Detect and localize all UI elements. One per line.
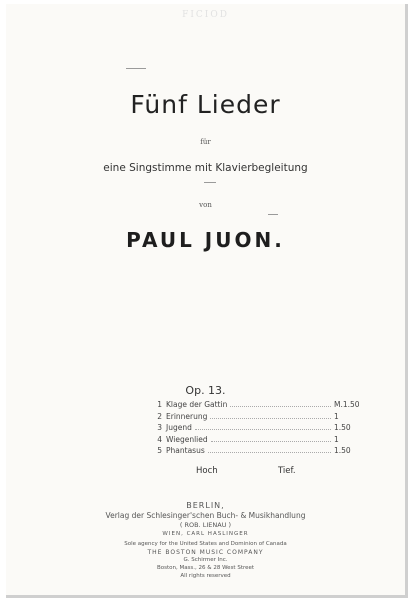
- leader-dots: [210, 418, 331, 419]
- song-price: 1: [334, 411, 339, 421]
- stray-mark: [126, 68, 146, 69]
- leader-dots: [208, 452, 331, 453]
- song-number: 1: [157, 400, 162, 409]
- rights-notice: All rights reserved: [180, 573, 231, 579]
- stray-mark: [268, 214, 278, 215]
- song-number: 5: [157, 446, 162, 456]
- ornament-rule: [204, 182, 216, 183]
- song-number: 4: [157, 434, 162, 444]
- song-title: Erinnerung: [166, 411, 208, 421]
- agency-note: Sole agency for the United States and Dominion of Canada: [124, 541, 287, 547]
- for-label: für: [200, 138, 211, 146]
- publisher-vienna: WIEN, CARL HASLINGER: [162, 531, 249, 537]
- agency-company: THE BOSTON MUSIC COMPANY: [147, 549, 264, 556]
- agency-address-1: G. Schirmer Inc.: [183, 557, 228, 563]
- publisher-name: Verlag der Schlesinger'schen Buch- & Musikhandlung: [105, 511, 306, 520]
- leader-dots: [195, 429, 331, 430]
- score-title-page: [6, 4, 408, 598]
- composer-name: PAUL JUON.: [126, 228, 285, 252]
- song-price: 1.50: [334, 446, 351, 456]
- publisher-city: BERLIN,: [186, 501, 225, 510]
- song-price: 1.50: [334, 423, 351, 433]
- agency-address-2: Boston, Mass., 26 & 28 West Street: [156, 565, 255, 571]
- opus-number: Op. 13.: [185, 384, 226, 397]
- song-title: Klage der Gattin: [166, 400, 228, 409]
- publisher-owner: ( ROB. LIENAU ): [179, 521, 232, 529]
- work-title: Fünf Lieder: [130, 90, 281, 119]
- leader-dots: [230, 406, 331, 407]
- song-title: Jugend: [166, 423, 192, 433]
- song-price: 1: [334, 434, 339, 444]
- song-price: M.1.50: [334, 400, 360, 409]
- song-item: [154, 423, 354, 435]
- song-list: [154, 400, 360, 458]
- song-number: 2: [157, 411, 162, 421]
- song-item: [154, 435, 354, 447]
- voice-high: Hoch: [196, 466, 218, 476]
- song-item: [154, 400, 360, 412]
- work-subtitle: eine Singstimme mit Klavierbegleitung: [103, 162, 308, 174]
- leader-dots: [211, 441, 331, 442]
- by-label: von: [199, 201, 212, 209]
- song-item: [154, 412, 354, 424]
- song-title: Phantasus: [166, 446, 205, 456]
- faint-stamp: FICIOD: [182, 10, 229, 20]
- voice-low: Tief.: [278, 466, 296, 476]
- song-item: [154, 446, 354, 458]
- song-title: Wiegenlied: [166, 434, 208, 444]
- song-number: 3: [157, 423, 162, 433]
